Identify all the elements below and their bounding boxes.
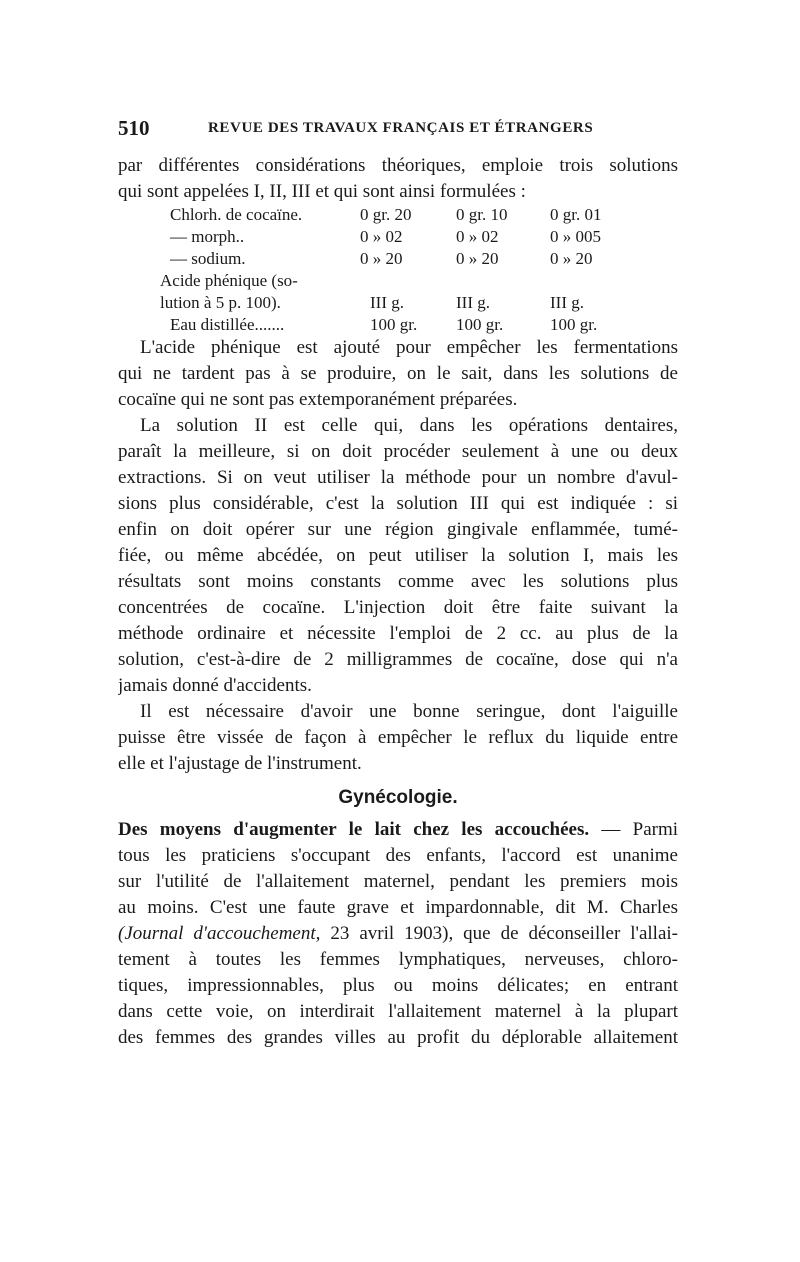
text-line: dans cette voie, on interdirait l'allaitement maternel à la plupart xyxy=(118,1001,678,1022)
text-line: tement à toutes les femmes lymphatiques, nerveuses, chloro- xyxy=(118,949,678,970)
text-line: sur l'utilité de l'allaitement maternel, pendant les premiers mois xyxy=(118,871,678,892)
text-fragment: 23 avril 1903), que de déconseiller l'allai- xyxy=(320,923,678,944)
formula-value: 0 gr. 10 xyxy=(456,205,508,224)
article-title: Des moyens d'augmenter le lait chez les accouchées. xyxy=(118,819,590,840)
text-line xyxy=(118,817,678,843)
text-line: tiques, impressionnables, plus ou moins délicates; en entrant xyxy=(118,975,678,996)
formula-label: Chlorh. de cocaïne. xyxy=(170,205,303,224)
page-number: 510 xyxy=(118,116,150,140)
text-line: L'acide phénique est ajouté pour empêcher les fermentations xyxy=(140,337,678,358)
text-line: au moins. C'est une faute grave et impardonnable, dit M. Charles xyxy=(118,897,678,918)
formula-value: III g. xyxy=(550,293,584,312)
page-body xyxy=(118,153,678,1051)
formula-value: 100 gr. xyxy=(550,315,598,334)
text-line: qui ne tardent pas à se produire, on le sait, dans les solutions de xyxy=(118,363,678,384)
formula-value: 0 » 02 xyxy=(360,227,403,246)
formula-value: 0 » 20 xyxy=(360,249,403,268)
text-line: tous les praticiens s'occupant des enfants, l'accord est unanime xyxy=(118,845,678,866)
formula-value: 0 » 02 xyxy=(456,227,499,246)
text-line: concentrées de cocaïne. L'injection doit être faite suivant la xyxy=(118,597,678,618)
text-line: sions plus considérable, c'est la solution III qui est indiquée : si xyxy=(118,493,678,514)
formula-value: 0 gr. 20 xyxy=(360,205,412,224)
formula-label: lution à 5 p. 100). xyxy=(160,293,281,312)
formula-label: Acide phénique (so- xyxy=(160,271,298,290)
page-header xyxy=(118,116,678,146)
text-line: jamais donné d'accidents. xyxy=(118,675,312,696)
journal-citation: (Journal d'accouchement, xyxy=(118,923,321,944)
text-line: extractions. Si on veut utiliser la méthode pour un nombre d'avul- xyxy=(118,467,678,488)
formula-value: 0 » 20 xyxy=(550,249,593,268)
formula-label: — morph.. xyxy=(170,227,245,246)
text-line: Il est nécessaire d'avoir une bonne seringue, dont l'aiguille xyxy=(140,701,678,722)
formula-value: 0 gr. 01 xyxy=(550,205,602,224)
text-line: par différentes considérations théoriques, emploie trois solutions xyxy=(118,155,678,176)
formula-value: 0 » 005 xyxy=(550,227,601,246)
text-line: cocaïne qui ne sont pas extemporanément préparées. xyxy=(118,389,518,410)
text-line xyxy=(118,921,678,947)
text-line: résultats sont moins constants comme avec les solutions plus xyxy=(118,571,678,592)
text-line: solution, c'est-à-dire de 2 milligrammes de cocaïne, dose qui n'a xyxy=(118,649,678,670)
formula-value: 0 » 20 xyxy=(456,249,499,268)
formula-value: 100 gr. xyxy=(370,315,418,334)
formula-value: III g. xyxy=(456,293,490,312)
text-line: méthode ordinaire et nécessite l'emploi de 2 cc. au plus de la xyxy=(118,623,678,644)
section-title: Gynécologie. xyxy=(338,787,458,808)
text-line: elle et l'ajustage de l'instrument. xyxy=(118,753,362,774)
text-line: qui sont appelées I, II, III et qui sont ainsi formulées : xyxy=(118,181,526,202)
text-line: fiée, ou même abcédée, on peut utiliser la solution I, mais les xyxy=(118,545,678,566)
formula-table xyxy=(118,205,678,335)
formula-label: — sodium. xyxy=(170,249,246,268)
text-line: La solution II est celle qui, dans les opérations dentaires, xyxy=(140,415,678,436)
formula-label: Eau distillée....... xyxy=(170,315,285,334)
formula-value: III g. xyxy=(370,293,404,312)
running-head: REVUE DES TRAVAUX FRANÇAIS ET ÉTRANGERS xyxy=(208,120,594,136)
text-line: puisse être vissée de façon à empêcher le reflux du liquide entre xyxy=(118,727,678,748)
formula-value: 100 gr. xyxy=(456,315,504,334)
text-line: paraît la meilleure, si on doit procéder seulement à une ou deux xyxy=(118,441,678,462)
text-line: enfin on doit opérer sur une région gingivale enflammée, tumé- xyxy=(118,519,678,540)
text-fragment: — Parmi xyxy=(589,819,678,840)
text-line: des femmes des grandes villes au profit du déplorable allaitement xyxy=(118,1027,678,1048)
